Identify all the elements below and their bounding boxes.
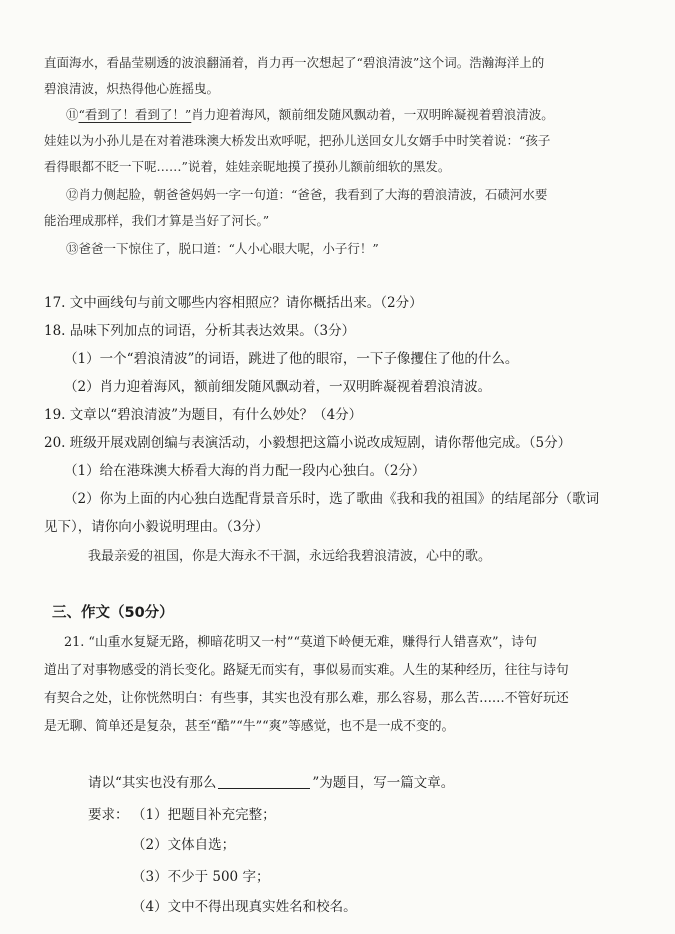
question-20-2-line2: 见下），请你向小毅说明理由。（3分） xyxy=(44,519,269,535)
question-20: 20. 班级开展戏剧创编与表演活动，小毅想把这篇小说改成短剧，请你帮他完成。（5分） xyxy=(44,435,572,451)
story-p2-line1-rest: 肖力迎着海风，额前细发随风飘动着，一双明眸凝视着碧浪清波。 xyxy=(191,107,554,122)
question-18: 18. 品味下列加点的词语，分析其表达效果。（3分） xyxy=(44,323,356,339)
requirement-1: （1）把题目补充完整； xyxy=(132,807,276,823)
story-p1-line2: 碧浪清波，炽热得他心旌摇曳。 xyxy=(44,81,220,96)
essay-line2: 道出了对事物感受的消长变化。路疑无而实有，事似易而实难。人生的某种经历，往往与诗句 xyxy=(44,663,569,678)
essay-prompt-end: ”为题目，写一篇文章。 xyxy=(312,775,455,791)
para-number-11: ⑪ xyxy=(66,107,79,122)
story-p4-line1: ⑬爸爸一下惊住了，脱口道：“人小心眼大呢，小子行！” xyxy=(66,241,379,256)
requirement-4: （4）文中不得出现真实姓名和校名。 xyxy=(132,899,357,915)
story-p3-line2: 能治理成那样，我们才算是当好了河长。” xyxy=(44,213,270,228)
requirements-label: 要求： xyxy=(88,807,129,823)
question-18-2: （2）肖力迎着海风，额前细发随风飘动着，一双明眸凝视着碧浪清波。 xyxy=(64,379,492,395)
question-20-1: （1）给在港珠澳大桥看大海的肖力配一段内心独白。（2分） xyxy=(64,463,426,479)
section-header-essay: 三、作文（50分） xyxy=(52,605,174,621)
story-p3-line1: ⑫肖力侧起脸，朝爸爸妈妈一字一句道：“爸爸，我看到了大海的碧浪清波，石碛河水要 xyxy=(66,187,548,202)
story-p2-line1 xyxy=(66,106,554,124)
requirement-3: （3）不少于 500 字； xyxy=(132,869,270,885)
title-blank xyxy=(218,774,310,789)
song-lyrics: 我最亲爱的祖国，你是大海永不干涸，永远给我碧浪清波，心中的歌。 xyxy=(88,549,492,564)
question-17: 17. 文中画线句与前文哪些内容相照应？请你概括出来。（2分） xyxy=(44,295,423,311)
essay-prompt xyxy=(88,774,454,792)
question-20-2-line1: （2）你为上面的内心独白选配背景音乐时，选了歌曲《我和我的祖国》的结尾部分（歌词 xyxy=(64,491,600,507)
question-18-1: （1）一个“碧浪清波”的词语，跳进了他的眼帘，一下子像攫住了他的什么。 xyxy=(64,351,519,367)
story-p2-line3: 看得眼都不眨一下呢……”说着，娃娃亲昵地摸了摸孙儿额前细软的黑发。 xyxy=(44,159,451,174)
essay-line3: 有契合之处，让你恍然明白：有些事，其实也没有那么难，那么容易，那么苦……不管好玩还 xyxy=(44,691,569,706)
essay-line4: 是无聊、简单还是复杂，甚至“酷”“牛”“爽”等感觉，也不是一成不变的。 xyxy=(44,719,455,734)
essay-line1: 21. “山重水复疑无路，柳暗花明又一村”“莫道下岭便无难，赚得行人错喜欢”，诗句 xyxy=(64,635,537,650)
requirement-2: （2）文体自选； xyxy=(132,837,236,853)
question-19: 19. 文章以“碧浪清波”为题目，有什么妙处？（4分） xyxy=(44,407,363,423)
story-p2-line2: 娃娃以为小孙儿是在对着港珠澳大桥发出欢呼呢，把孙儿送回女儿女婿手中时笑着说：“孩子 xyxy=(44,133,551,148)
underlined-sentence: “看到了！看到了！” xyxy=(78,107,192,122)
essay-prompt-start: 请以“其实也没有那么 xyxy=(88,775,217,791)
story-p1-line1: 直面海水，看晶莹剔透的波浪翻涌着，肖力再一次想起了“碧浪清波”这个词。浩瀚海洋上的 xyxy=(44,55,545,70)
